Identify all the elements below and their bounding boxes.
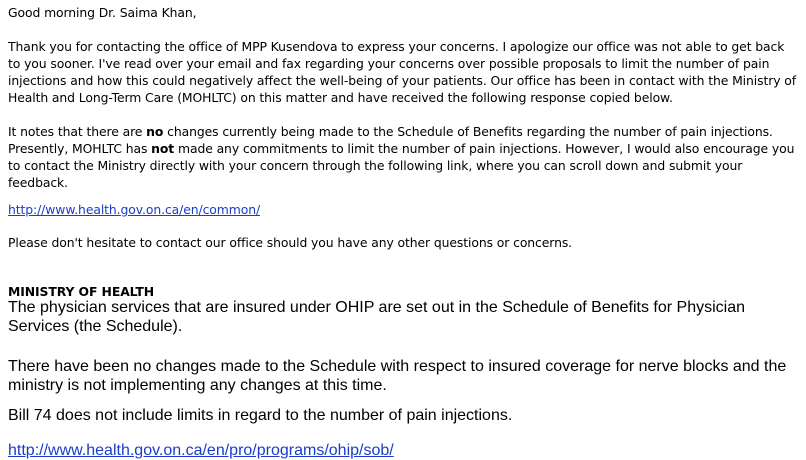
response-text-1: It notes that there are [8,124,147,139]
feedback-link-line [0,201,268,218]
intro-paragraph: Thank you for contacting the office of MPP Kusendova to express your concerns. I apologize our office was not able to get back to you sooner. I've read over your email and fax regarding your concerns over possible proposals to limit the number of pain injections and how this could negatively affect the well-being of your patients. Our office has been in contact with the Ministry of Health and Long-Term Care (MOHLTC) on this matter and have received the following response copied below. [8,39,797,105]
schedule-link[interactable]: http://www.health.gov.on.ca/en/pro/programs/ohip/sob/ [8,442,394,459]
response-text-3: made any commitments to limit the number of pain injections. However, I would also encourage you to contact the Ministry directly with your concern through the following link, where you can scroll down and submit your feedback. [8,141,795,190]
feedback-link[interactable]: http://www.health.gov.on.ca/en/common/ [8,202,261,217]
emphasis-no: no [146,124,164,139]
ministry-heading: MINISTRY OF HEALTH [8,284,155,299]
emphasis-not: not [151,141,175,156]
ministry-paragraph-2: There have been no changes made to the Schedule with respect to insured coverage for nerve blocks and the ministry is not implementing any changes at this time. [8,358,787,394]
response-paragraph [0,123,806,191]
schedule-link-line [0,441,402,460]
ministry-paragraph-1: The physician services that are insured under OHIP are set out in the Schedule of Benefits for Physician Services (the Schedule). [8,299,745,335]
closing-paragraph: Please don't hesitate to contact our office should you have any other questions or concerns. [8,235,573,250]
greeting-line: Good morning Dr. Saima Khan, [8,5,197,20]
response-text-2: changes currently being made to the Schedule of Benefits regarding the number of pain injections. Presently, MOHLTC has [8,124,773,156]
ministry-paragraph-3: Bill 74 does not include limits in regard to the number of pain injections. [8,407,513,424]
